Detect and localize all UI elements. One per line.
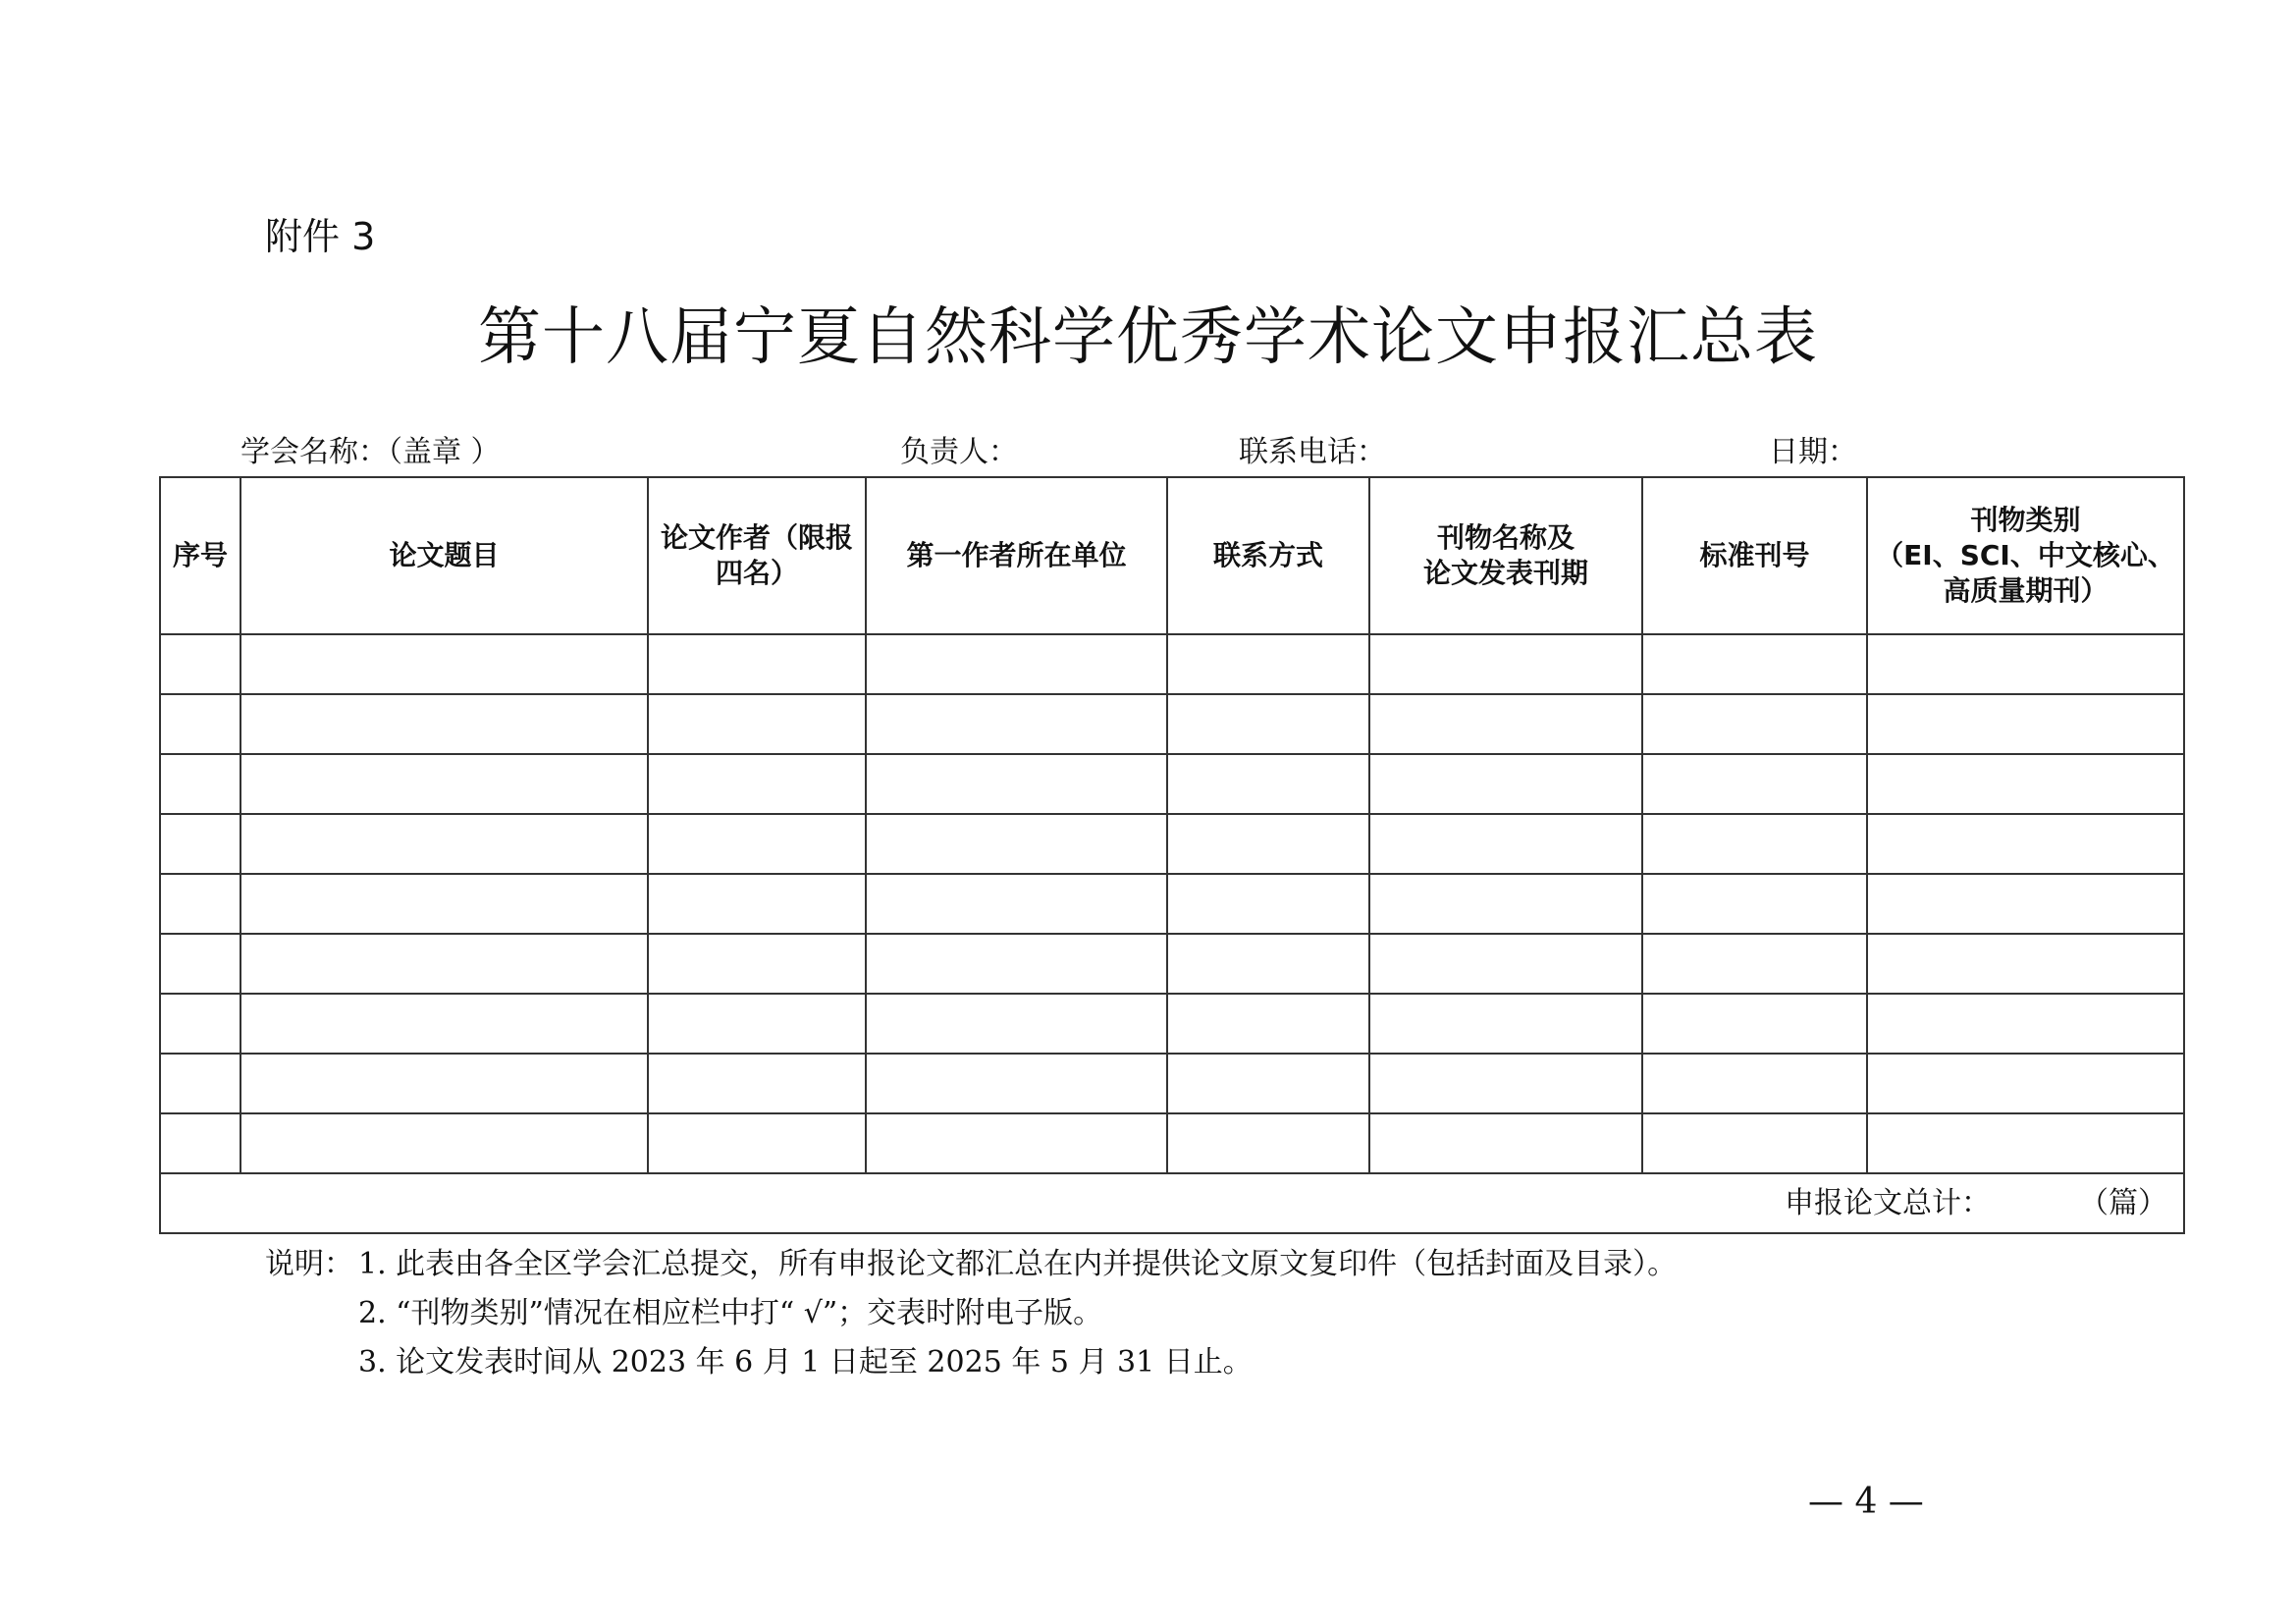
journal-issue-cell[interactable] (1369, 934, 1642, 994)
category-cell[interactable] (1867, 754, 2184, 814)
journal-issue-cell[interactable] (1369, 694, 1642, 754)
contact-cell[interactable] (1167, 814, 1369, 874)
contact-cell[interactable] (1167, 874, 1369, 934)
affiliation-cell[interactable] (866, 874, 1167, 934)
journal-issue-cell[interactable] (1369, 994, 1642, 1054)
journal-issue-cell[interactable] (1369, 634, 1642, 694)
affiliation-cell[interactable] (866, 814, 1167, 874)
paper-title-cell[interactable] (240, 754, 648, 814)
header-line: 刊物名称及 (1436, 521, 1575, 554)
journal-issue-cell[interactable] (1369, 754, 1642, 814)
contact-cell[interactable] (1167, 694, 1369, 754)
note-item-3: 3. 论文发表时间从 2023 年 6 月 1 日起至 2025 年 5 月 31 日止。 (358, 1345, 1253, 1380)
total-unit: （篇） (2079, 1185, 2167, 1220)
notes-section (265, 1240, 1677, 1387)
contact-cell[interactable] (1167, 634, 1369, 694)
authors-cell[interactable] (648, 694, 866, 754)
contact-cell[interactable] (1167, 934, 1369, 994)
note-line-1 (265, 1240, 1677, 1289)
serial-cell[interactable] (160, 754, 240, 814)
header-line: 第一作者所在单位 (906, 539, 1127, 571)
serial-cell[interactable] (160, 1113, 240, 1173)
paper-title-cell[interactable] (240, 934, 648, 994)
header-journal-category (1867, 477, 2184, 634)
serial-number-cell[interactable] (1642, 1054, 1867, 1113)
attachment-label: 附件 3 (265, 215, 376, 258)
serial-cell[interactable] (160, 634, 240, 694)
table-body (160, 634, 2184, 1233)
serial-cell[interactable] (160, 874, 240, 934)
category-cell[interactable] (1867, 1054, 2184, 1113)
serial-number-cell[interactable] (1642, 634, 1867, 694)
contact-cell[interactable] (1167, 994, 1369, 1054)
serial-number-cell[interactable] (1642, 1113, 1867, 1173)
affiliation-cell[interactable] (866, 634, 1167, 694)
category-cell[interactable] (1867, 994, 2184, 1054)
phone-label: 联系电话： (1239, 435, 1386, 469)
header-paper-title (240, 477, 648, 634)
page-number: — 4 — (1808, 1482, 1924, 1522)
serial-number-cell[interactable] (1642, 754, 1867, 814)
date-label: 日期： (1769, 435, 1857, 469)
header-line: 论文题目 (389, 539, 500, 571)
category-cell[interactable] (1867, 934, 2184, 994)
category-cell[interactable] (1867, 814, 2184, 874)
header-serial-number (160, 477, 240, 634)
table-row (160, 994, 2184, 1054)
affiliation-cell[interactable] (866, 754, 1167, 814)
category-cell[interactable] (1867, 1113, 2184, 1173)
summary-table (159, 476, 2185, 1234)
table-header-row (160, 477, 2184, 634)
notes-label: 说明： (265, 1247, 353, 1281)
contact-cell[interactable] (1167, 754, 1369, 814)
header-line: 四名） (715, 557, 798, 589)
note-item-1: 1. 此表由各全区学会汇总提交，所有申报论文都汇总在内并提供论文原文复印件（包括封面及目录）。 (358, 1247, 1678, 1281)
paper-title-cell[interactable] (240, 634, 648, 694)
total-row (160, 1173, 2184, 1233)
journal-issue-cell[interactable] (1369, 1113, 1642, 1173)
authors-cell[interactable] (648, 634, 866, 694)
serial-cell[interactable] (160, 694, 240, 754)
serial-cell[interactable] (160, 994, 240, 1054)
serial-number-cell[interactable] (1642, 994, 1867, 1054)
table-row (160, 874, 2184, 934)
authors-cell[interactable] (648, 1113, 866, 1173)
journal-issue-cell[interactable] (1369, 814, 1642, 874)
category-cell[interactable] (1867, 874, 2184, 934)
header-line: 联系方式 (1212, 539, 1323, 571)
table-row (160, 694, 2184, 754)
society-name-label: 学会名称：（盖章 ） (240, 435, 501, 469)
serial-cell[interactable] (160, 934, 240, 994)
leader-label: 负责人： (900, 435, 1018, 469)
header-line: （EI、SCI、中文核心、 (1876, 539, 2175, 571)
serial-number-cell[interactable] (1642, 934, 1867, 994)
authors-cell[interactable] (648, 754, 866, 814)
contact-cell[interactable] (1167, 1113, 1369, 1173)
affiliation-cell[interactable] (866, 994, 1167, 1054)
affiliation-cell[interactable] (866, 1113, 1167, 1173)
authors-cell[interactable] (648, 1054, 866, 1113)
journal-issue-cell[interactable] (1369, 874, 1642, 934)
category-cell[interactable] (1867, 694, 2184, 754)
paper-title-cell[interactable] (240, 1113, 648, 1173)
affiliation-cell[interactable] (866, 694, 1167, 754)
table-row (160, 634, 2184, 694)
header-line: 标准刊号 (1699, 539, 1810, 571)
paper-title-cell[interactable] (240, 814, 648, 874)
header-line: 序号 (172, 539, 228, 571)
page-title: 第十八届宁夏自然科学优秀学术论文申报汇总表 (478, 301, 1818, 374)
header-journal-name-issue (1369, 477, 1642, 634)
table-row (160, 934, 2184, 994)
category-cell[interactable] (1867, 634, 2184, 694)
serial-number-cell[interactable] (1642, 814, 1867, 874)
affiliation-cell[interactable] (866, 1054, 1167, 1113)
total-label: 申报论文总计： (1785, 1185, 1991, 1220)
header-line: 刊物类别 (1970, 504, 2081, 536)
table-row (160, 814, 2184, 874)
header-line: 高质量期刊） (1943, 574, 2109, 607)
header-line: 论文作者（限报 (660, 521, 853, 554)
serial-cell[interactable] (160, 814, 240, 874)
affiliation-cell[interactable] (866, 934, 1167, 994)
header-paper-authors (648, 477, 866, 634)
paper-title-cell[interactable] (240, 994, 648, 1054)
serial-number-cell[interactable] (1642, 694, 1867, 754)
paper-title-cell[interactable] (240, 1054, 648, 1113)
header-first-author-affiliation (866, 477, 1167, 634)
header-line: 论文发表刊期 (1422, 557, 1588, 589)
header-standard-serial-number (1642, 477, 1867, 634)
table-row (160, 1054, 2184, 1113)
serial-number-cell[interactable] (1642, 874, 1867, 934)
journal-issue-cell[interactable] (1369, 1054, 1642, 1113)
paper-title-cell[interactable] (240, 694, 648, 754)
serial-cell[interactable] (160, 1054, 240, 1113)
table-row (160, 754, 2184, 814)
authors-cell[interactable] (648, 994, 866, 1054)
authors-cell[interactable] (648, 814, 866, 874)
header-contact (1167, 477, 1369, 634)
paper-title-cell[interactable] (240, 874, 648, 934)
table-row (160, 1113, 2184, 1173)
note-item-2: 2. “刊物类别”情况在相应栏中打“ √”；交表时附电子版。 (358, 1296, 1103, 1330)
contact-cell[interactable] (1167, 1054, 1369, 1113)
authors-cell[interactable] (648, 934, 866, 994)
authors-cell[interactable] (648, 874, 866, 934)
total-cell (160, 1173, 2184, 1233)
